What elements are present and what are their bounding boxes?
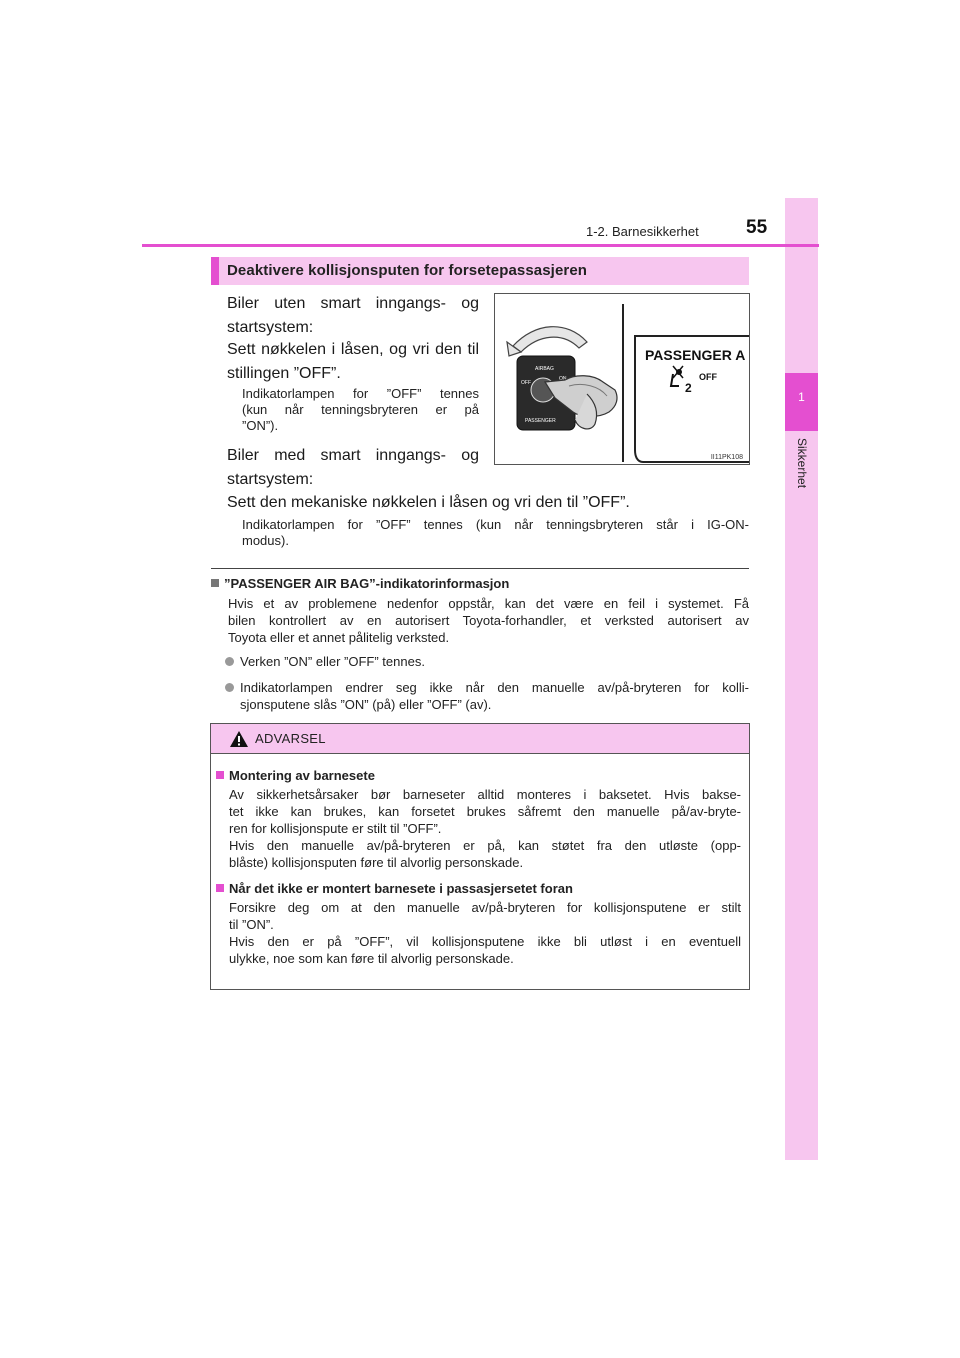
key-switch-drawing (495, 294, 750, 465)
info-bullet-1: Verken ”ON” eller ”OFF” tennes. (225, 654, 749, 670)
instruction-turn-key-line1: Sett nøkkelen i låsen, og vri den til (227, 341, 479, 358)
banner-accent-bar (211, 257, 219, 285)
note-ig-on-line2: modus). (242, 533, 289, 548)
paragraph-no-smart-entry-line1: Biler uten smart inngangs- og (227, 295, 479, 312)
svg-text:OFF: OFF (521, 380, 531, 386)
paragraph-no-smart-entry-line2: startsystem: (227, 319, 314, 336)
info-bullet-2-line1: Indikatorlampen endrer seg ikke når den manuelle av/på-bryteren for kolli- (225, 680, 749, 696)
section-banner (211, 257, 749, 285)
svg-text:2: 2 (685, 381, 692, 395)
warning-2-line2: til ”ON”. (229, 917, 274, 932)
warning-box (210, 723, 750, 990)
section-title: 1-2. Barnesikkerhet (586, 224, 699, 239)
square-bullet-icon (216, 771, 224, 779)
instruction-mechanical-key: Sett den mekaniske nøkkelen i låsen og vri den til ”OFF”. (227, 494, 630, 511)
page-number: 55 (746, 217, 768, 238)
svg-text:AIRBAG: AIRBAG (535, 366, 554, 372)
warning-heading-1: Montering av barnesete (216, 768, 744, 784)
note-ig-on-line1: Indikatorlampen for ”OFF” tennes (kun når tenningsbryteren står i IG-ON- (242, 517, 749, 532)
warning-1-line3: ren for kollisjonspute er stilt til ”OFF”. (229, 821, 442, 836)
warning-header (211, 724, 749, 754)
chapter-label: Sikkerhet (795, 438, 809, 489)
banner-title: Deaktivere kollisjonsputen for forsetepassasjeren (227, 262, 588, 279)
square-bullet-icon (216, 884, 224, 892)
svg-text:ON: ON (559, 376, 567, 382)
note-indicator-line1: Indikatorlampen for ”OFF” tennes (242, 386, 479, 401)
chapter-number: 1 (798, 390, 805, 404)
svg-text:PASSENGER A: PASSENGER A (645, 347, 746, 363)
square-bullet-icon (211, 579, 219, 587)
note-indicator-line2: (kun når tenningsbryteren er på (242, 402, 479, 417)
figure-code: II11PK108 (710, 454, 743, 461)
warning-2-line3: Hvis den er på ”OFF”, vil kollisjonsputene ikke bli utløst i en eventuell (229, 934, 741, 949)
warning-2-line4: ulykke, noe som kan føre til alvorlig personskade. (229, 951, 514, 966)
warning-1-line4: Hvis den manuelle av/på-bryteren er på, kan støtet fra den utløste (opp- (229, 838, 741, 853)
round-bullet-icon (225, 683, 234, 692)
warning-1-line2: tet ikke kan brukes, kan forsetet brukes såfremt den manuelle på/av-bryte- (229, 804, 741, 819)
warning-1-line1: Av sikkerhetsårsaker bør barneseter alltid monteres i baksetet. Hvis bakse- (229, 787, 741, 802)
instruction-turn-key-line2: stillingen ”OFF”. (227, 365, 341, 382)
round-bullet-icon (225, 657, 234, 666)
svg-text:OFF: OFF (699, 372, 717, 382)
svg-text:PASSENGER: PASSENGER (525, 418, 556, 424)
header-divider (142, 244, 819, 247)
paragraph-smart-entry-line2: startsystem: (227, 471, 314, 488)
note-indicator-line3: ”ON”). (242, 418, 279, 433)
section-divider (211, 568, 749, 569)
paragraph-smart-entry-line1: Biler med smart inngangs- og (227, 447, 479, 464)
warning-heading-2: Når det ikke er montert barnesete i passasjersetet foran (216, 881, 744, 897)
warning-triangle-icon (229, 730, 249, 748)
info-text-line1: Hvis et av problemene nedenfor oppstår, kan det være en feil i systemet. Få (228, 596, 749, 611)
warning-2-line1: Forsikre deg om at den manuelle av/på-bryteren for kollisjonsputene er stilt (229, 900, 741, 915)
info-text-line3: Toyota eller et annet pålitelig verksted. (228, 630, 450, 645)
info-bullet-2-line2: sjonsputene slås ”ON” (på) eller ”OFF” (av). (240, 697, 492, 712)
info-heading: ”PASSENGER AIR BAG”-indikatorinformasjon (211, 576, 749, 592)
airbag-switch-illustration (494, 293, 750, 465)
chapter-side-tab (785, 198, 818, 1160)
warning-1-line5: blåste) kollisjonsputen føre til alvorlig personskade. (229, 855, 524, 870)
warning-title: ADVARSEL (255, 731, 326, 746)
info-text-line2: bilen kontrollert av en autorisert Toyota-forhandler, et verksted autorisert av (228, 613, 749, 628)
